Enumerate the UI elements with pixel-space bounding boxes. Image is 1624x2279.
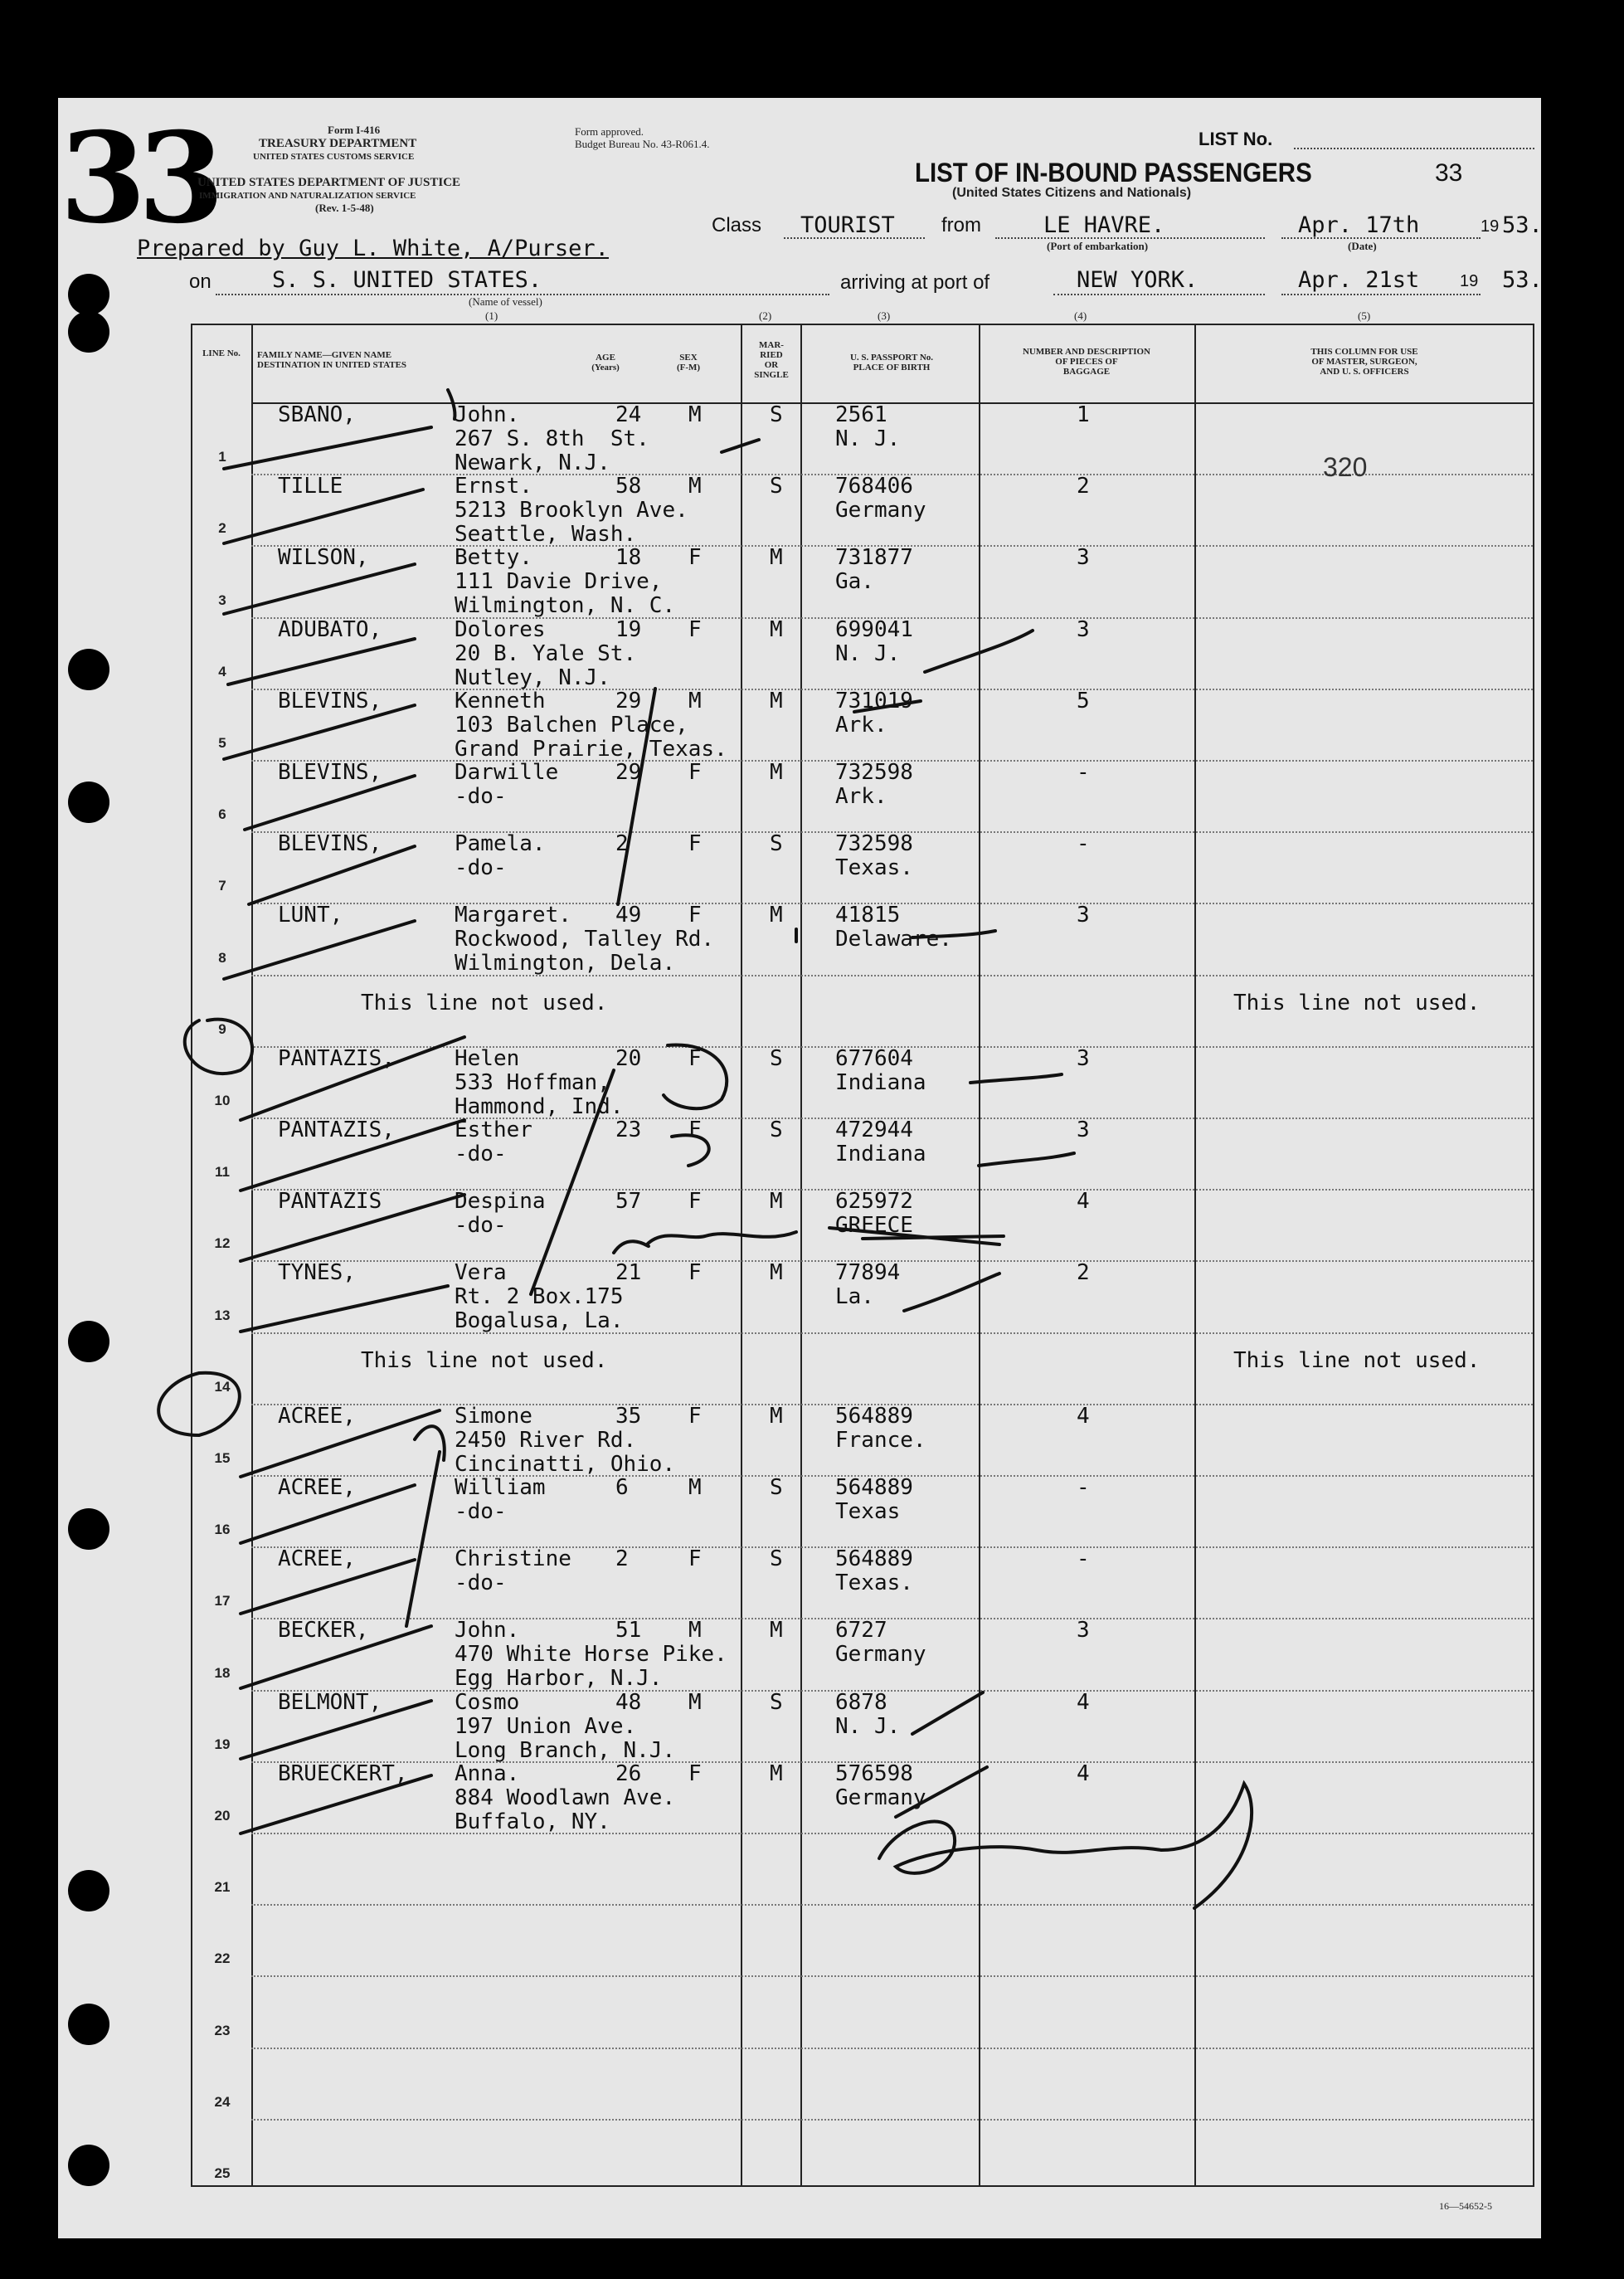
passenger-marital-status: M bbox=[770, 1760, 783, 1786]
passenger-given-name: Vera bbox=[455, 1260, 507, 1286]
binder-hole bbox=[68, 1508, 109, 1550]
passenger-sex: M bbox=[688, 474, 702, 499]
line-number: 24 bbox=[214, 2093, 231, 2110]
baggage-count: 2 bbox=[1077, 1260, 1090, 1286]
passenger-sex: M bbox=[688, 688, 702, 713]
place-of-birth: GREECE bbox=[835, 1213, 913, 1239]
header-married: MAR- RIED OR SINGLE bbox=[754, 340, 789, 380]
header-officers: THIS COLUMN FOR USE OF MASTER, SURGEON, AND U. S. OFFICERS bbox=[1310, 347, 1418, 377]
destination-address-2: Egg Harbor, N.J. bbox=[455, 1666, 663, 1692]
passenger-family-name: TILLE bbox=[278, 474, 343, 499]
class-label: Class bbox=[712, 214, 762, 236]
place-of-birth: Texas bbox=[835, 1499, 901, 1524]
line-number: 1 bbox=[218, 449, 226, 465]
list-number-value: 33 bbox=[1435, 159, 1463, 187]
passenger-sex: F bbox=[688, 1760, 702, 1786]
passenger-sex: F bbox=[688, 616, 702, 642]
destination-address-1: -do- bbox=[455, 1142, 507, 1166]
col-num-4: (4) bbox=[1074, 309, 1087, 322]
passport-number: 564889 bbox=[835, 1546, 913, 1572]
binder-hole bbox=[68, 274, 109, 315]
line-number: 25 bbox=[214, 2165, 231, 2181]
header-age: AGE (Years) bbox=[591, 353, 620, 373]
passenger-sex: M bbox=[688, 402, 702, 427]
passenger-age: 29 bbox=[615, 688, 642, 713]
baggage-count: 1 bbox=[1077, 402, 1090, 427]
on-label: on bbox=[189, 270, 212, 293]
destination-address-1: 5213 Brooklyn Ave. bbox=[455, 498, 688, 523]
dept-customs: UNITED STATES CUSTOMS SERVICE bbox=[253, 152, 415, 162]
destination-address-2: Grand Prairie, Texas. bbox=[455, 736, 727, 762]
destination-address-1: 103 Balchen Place, bbox=[455, 712, 688, 738]
header-passport: U. S. PASSPORT No. PLACE OF BIRTH bbox=[849, 353, 934, 373]
line-number: 23 bbox=[214, 2022, 231, 2038]
line-number: 19 bbox=[214, 1736, 231, 1752]
passenger-marital-status: M bbox=[770, 760, 783, 785]
page-number-stamp: 33 bbox=[60, 105, 216, 251]
line-number: 21 bbox=[214, 1879, 231, 1896]
passenger-sex: F bbox=[688, 545, 702, 571]
year1-prefix: 19 bbox=[1481, 217, 1500, 236]
baggage-count: - bbox=[1077, 1546, 1090, 1572]
date1-value: Apr. 17th bbox=[1298, 212, 1420, 238]
destination-address-1: -do- bbox=[455, 855, 507, 881]
line-number: 10 bbox=[214, 1093, 231, 1108]
passenger-age: 26 bbox=[615, 1760, 642, 1786]
line-number: 14 bbox=[214, 1378, 231, 1395]
binder-hole bbox=[68, 311, 109, 353]
passport-number: 699041 bbox=[835, 616, 913, 642]
baggage-count: - bbox=[1077, 760, 1090, 785]
line-number: 5 bbox=[218, 735, 226, 751]
passenger-age: 49 bbox=[615, 903, 642, 928]
passenger-sex: F bbox=[688, 1546, 702, 1572]
passenger-marital-status: M bbox=[770, 1618, 783, 1644]
date1-underline bbox=[1281, 237, 1481, 239]
dept-justice: UNITED STATES DEPARTMENT OF JUSTICE bbox=[197, 176, 461, 189]
col-num-3: (3) bbox=[878, 309, 891, 322]
passenger-family-name: BLEVINS, bbox=[278, 760, 382, 785]
destination-address-1: 20 B. Yale St. bbox=[455, 640, 637, 666]
passenger-given-name: Christine bbox=[455, 1546, 571, 1572]
header-divider bbox=[251, 402, 1534, 404]
row-separator bbox=[251, 1690, 1533, 1692]
passenger-sex: M bbox=[688, 1475, 702, 1500]
passenger-marital-status: M bbox=[770, 903, 783, 928]
unused-line-note-officers: This line not used. bbox=[1233, 990, 1481, 1015]
unused-line-note: This line not used. bbox=[361, 1347, 608, 1373]
passenger-marital-status: S bbox=[770, 1118, 783, 1142]
place-of-birth: Germany bbox=[835, 1642, 926, 1668]
passenger-family-name: SBANO, bbox=[278, 402, 356, 427]
destination-address-1: Rt. 2 Box.175 bbox=[455, 1284, 624, 1310]
passenger-marital-status: M bbox=[770, 616, 783, 642]
baggage-count: - bbox=[1077, 1475, 1090, 1500]
col-border bbox=[800, 324, 802, 2187]
passenger-marital-status: S bbox=[770, 1475, 783, 1500]
passenger-given-name: Kenneth bbox=[455, 688, 546, 713]
passport-number: 77894 bbox=[835, 1260, 901, 1286]
year2-value: 53. bbox=[1502, 267, 1543, 293]
col-border bbox=[251, 324, 253, 2187]
passport-number: 41815 bbox=[835, 903, 901, 928]
passenger-sex: F bbox=[688, 1045, 702, 1071]
passenger-given-name: Ernst. bbox=[455, 474, 532, 499]
passenger-given-name: Margaret. bbox=[455, 903, 571, 928]
place-of-birth: Germany bbox=[835, 1785, 926, 1810]
passenger-marital-status: M bbox=[770, 1403, 783, 1429]
col-border bbox=[979, 324, 980, 2187]
destination-address-2: Hammond, Ind. bbox=[455, 1093, 624, 1119]
passenger-marital-status: S bbox=[770, 1045, 783, 1071]
passenger-age: 6 bbox=[615, 1475, 629, 1500]
row-separator bbox=[251, 1618, 1533, 1619]
header-name: FAMILY NAME—GIVEN NAME DESTINATION IN UNITED STATES bbox=[257, 350, 407, 370]
baggage-count: - bbox=[1077, 831, 1090, 857]
passenger-given-name: William bbox=[455, 1475, 546, 1500]
passenger-marital-status: M bbox=[770, 1189, 783, 1215]
list-no-label: LIST No. bbox=[1199, 129, 1273, 149]
passenger-family-name: BELMONT, bbox=[278, 1689, 382, 1715]
passenger-given-name: Esther bbox=[455, 1118, 532, 1142]
form-subtitle: (United States Citizens and Nationals) bbox=[952, 186, 1192, 200]
passenger-family-name: WILSON, bbox=[278, 545, 369, 571]
destination-address-1: -do- bbox=[455, 1499, 507, 1524]
line-number: 17 bbox=[214, 1593, 231, 1609]
passenger-given-name: Despina bbox=[455, 1189, 546, 1215]
passenger-age: 21 bbox=[615, 1260, 642, 1286]
passenger-marital-status: S bbox=[770, 1546, 783, 1572]
passenger-sex: F bbox=[688, 1260, 702, 1286]
line-number: 22 bbox=[214, 1950, 231, 1967]
passenger-given-name: Helen bbox=[455, 1045, 520, 1071]
class-value: TOURIST bbox=[800, 212, 895, 238]
form-rev: (Rev. 1-5-48) bbox=[315, 202, 374, 214]
baggage-count: 2 bbox=[1077, 474, 1090, 499]
place-of-birth: France. bbox=[835, 1427, 926, 1453]
destination-address-1: 197 Union Ave. bbox=[455, 1713, 637, 1739]
passenger-given-name: Betty. bbox=[455, 545, 532, 571]
row-separator bbox=[251, 975, 1533, 976]
passenger-family-name: ADUBATO, bbox=[278, 616, 382, 642]
destination-address-1: Rockwood, Talley Rd. bbox=[455, 927, 715, 952]
unused-line-note-officers: This line not used. bbox=[1233, 1347, 1481, 1373]
line-number: 7 bbox=[218, 878, 226, 894]
place-of-birth: N. J. bbox=[835, 640, 901, 666]
destination-address-1: -do- bbox=[455, 784, 507, 809]
annotation-320: 320 bbox=[1323, 452, 1368, 482]
date-caption: (Date) bbox=[1348, 240, 1377, 252]
footer-code: 16—54652-5 bbox=[1439, 2200, 1492, 2212]
passport-number: 677604 bbox=[835, 1045, 913, 1071]
col-num-5: (5) bbox=[1358, 309, 1371, 322]
passenger-family-name: PANTAZIS bbox=[278, 1189, 382, 1215]
passport-number: 6727 bbox=[835, 1618, 887, 1644]
passenger-given-name: Cosmo bbox=[455, 1689, 520, 1715]
passenger-family-name: ACREE, bbox=[278, 1475, 356, 1500]
passenger-family-name: BLEVINS, bbox=[278, 831, 382, 857]
dept-treasury: TREASURY DEPARTMENT bbox=[259, 137, 417, 150]
passenger-family-name: BECKER, bbox=[278, 1618, 369, 1644]
row-separator bbox=[251, 2048, 1533, 2049]
baggage-count: 3 bbox=[1077, 616, 1090, 642]
destination-address-1: 267 S. 8th St. bbox=[455, 426, 649, 451]
passenger-marital-status: S bbox=[770, 1689, 783, 1715]
from-value: LE HAVRE. bbox=[1043, 212, 1165, 238]
passenger-given-name: Simone bbox=[455, 1403, 532, 1429]
place-of-birth: Ark. bbox=[835, 712, 887, 738]
year1-value: 53. bbox=[1502, 212, 1543, 238]
header-line-no: LINE No. bbox=[202, 348, 241, 358]
passport-number: 564889 bbox=[835, 1403, 913, 1429]
col-border bbox=[191, 324, 192, 2187]
baggage-count: 3 bbox=[1077, 1618, 1090, 1644]
line-number: 9 bbox=[218, 1020, 226, 1037]
line-number: 6 bbox=[218, 806, 226, 823]
form-title: LIST OF IN-BOUND PASSENGERS bbox=[915, 158, 1312, 187]
passenger-sex: F bbox=[688, 1403, 702, 1429]
binder-hole bbox=[68, 782, 109, 823]
destination-address-2: Wilmington, N. C. bbox=[455, 593, 676, 619]
destination-address-1: 470 White Horse Pike. bbox=[455, 1642, 727, 1668]
col-border bbox=[1533, 324, 1534, 2187]
col-num-2: (2) bbox=[759, 309, 772, 322]
binder-hole bbox=[68, 1321, 109, 1362]
destination-address-1: 111 Davie Drive, bbox=[455, 569, 663, 595]
passenger-given-name: John. bbox=[455, 1618, 520, 1644]
destination-address-2: Cincinatti, Ohio. bbox=[455, 1451, 676, 1477]
arriving-port: NEW YORK. bbox=[1077, 267, 1199, 293]
col-num-1: (1) bbox=[485, 309, 498, 322]
place-of-birth: Ark. bbox=[835, 784, 887, 809]
passenger-age: 48 bbox=[615, 1689, 642, 1715]
baggage-count: 4 bbox=[1077, 1689, 1090, 1715]
passport-number: 576598 bbox=[835, 1760, 913, 1786]
passport-number: 472944 bbox=[835, 1118, 913, 1142]
line-number: 3 bbox=[218, 592, 226, 608]
date2-value: Apr. 21st bbox=[1298, 267, 1420, 293]
table-bottom-border bbox=[191, 2185, 1534, 2187]
binder-hole bbox=[68, 1870, 109, 1911]
passenger-family-name: ACREE, bbox=[278, 1403, 356, 1429]
passenger-sex: M bbox=[688, 1689, 702, 1715]
passenger-age: 58 bbox=[615, 474, 642, 499]
vessel-caption: (Name of vessel) bbox=[469, 295, 542, 308]
passenger-family-name: TYNES, bbox=[278, 1260, 356, 1286]
table-top-border bbox=[191, 324, 1534, 325]
arriving-label: arriving at port of bbox=[840, 271, 990, 294]
from-label: from bbox=[941, 214, 981, 236]
header-sex: SEX (F-M) bbox=[676, 353, 701, 373]
passenger-given-name: Darwille bbox=[455, 760, 559, 785]
budget-bureau: Budget Bureau No. 43-R061.4. bbox=[575, 138, 710, 150]
passport-number: 2561 bbox=[835, 402, 887, 427]
baggage-count: 4 bbox=[1077, 1403, 1090, 1429]
destination-address-2: Newark, N.J. bbox=[455, 450, 610, 475]
row-separator bbox=[251, 1833, 1533, 1834]
passenger-marital-status: S bbox=[770, 402, 783, 427]
passenger-age: 20 bbox=[615, 1045, 642, 1071]
passenger-family-name: PANTAZIS, bbox=[278, 1045, 395, 1071]
passport-number: 564889 bbox=[835, 1475, 913, 1500]
line-number: 2 bbox=[218, 520, 226, 537]
place-of-birth: Ga. bbox=[835, 569, 874, 595]
destination-address-1: -do- bbox=[455, 1213, 507, 1239]
class-underline bbox=[784, 237, 925, 239]
passport-number: 731019 bbox=[835, 688, 913, 713]
passenger-sex: F bbox=[688, 831, 702, 857]
passenger-age: 19 bbox=[615, 616, 642, 642]
baggage-count: 4 bbox=[1077, 1760, 1090, 1786]
place-of-birth: Indiana bbox=[835, 1142, 926, 1166]
passport-number: 732598 bbox=[835, 760, 913, 785]
passenger-sex: F bbox=[688, 903, 702, 928]
passenger-given-name: Anna. bbox=[455, 1760, 520, 1786]
date2-underline bbox=[1281, 294, 1481, 295]
passenger-given-name: Pamela. bbox=[455, 831, 546, 857]
passenger-marital-status: S bbox=[770, 831, 783, 857]
destination-address-1: 884 Woodlawn Ave. bbox=[455, 1785, 676, 1810]
place-of-birth: Indiana bbox=[835, 1069, 926, 1095]
list-no-line bbox=[1294, 148, 1534, 149]
form-id: Form I-416 bbox=[328, 124, 381, 136]
destination-address-2: Long Branch, N.J. bbox=[455, 1737, 676, 1763]
passport-number: 768406 bbox=[835, 474, 913, 499]
baggage-count: 5 bbox=[1077, 688, 1090, 713]
passenger-sex: F bbox=[688, 760, 702, 785]
form-approved: Form approved. bbox=[575, 125, 644, 138]
passenger-age: 57 bbox=[615, 1189, 642, 1215]
binder-hole bbox=[68, 2145, 109, 2186]
line-number: 4 bbox=[218, 663, 226, 679]
line-number: 12 bbox=[214, 1235, 231, 1252]
line-number: 8 bbox=[218, 949, 226, 966]
passport-number: 625972 bbox=[835, 1189, 913, 1215]
dept-immigration: IMMIGRATION AND NATURALIZATION SERVICE bbox=[199, 191, 416, 201]
baggage-count: 3 bbox=[1077, 903, 1090, 928]
place-of-birth: N. J. bbox=[835, 426, 901, 451]
passenger-family-name: ACREE, bbox=[278, 1546, 356, 1572]
place-of-birth: N. J. bbox=[835, 1713, 901, 1739]
passenger-age: 24 bbox=[615, 402, 642, 427]
passenger-family-name: PANTAZIS, bbox=[278, 1118, 395, 1142]
passenger-marital-status: M bbox=[770, 688, 783, 713]
destination-address-2: Buffalo, NY. bbox=[455, 1809, 610, 1834]
passenger-sex: F bbox=[688, 1118, 702, 1142]
passenger-age: 23 bbox=[615, 1118, 642, 1142]
passenger-sex: M bbox=[688, 1618, 702, 1644]
line-number: 18 bbox=[214, 1664, 231, 1681]
place-of-birth: Texas. bbox=[835, 1570, 913, 1596]
passenger-marital-status: S bbox=[770, 474, 783, 499]
vessel-name: S. S. UNITED STATES. bbox=[272, 267, 542, 293]
col-border bbox=[1194, 324, 1196, 2187]
passenger-given-name: Dolores bbox=[455, 616, 546, 642]
binder-hole bbox=[68, 649, 109, 690]
line-number: 16 bbox=[214, 1522, 231, 1538]
prepared-by: Prepared by Guy L. White, A/Purser. bbox=[137, 236, 609, 261]
passport-number: 732598 bbox=[835, 831, 913, 857]
passenger-age: 35 bbox=[615, 1403, 642, 1429]
destination-address-2: Nutley, N.J. bbox=[455, 665, 610, 690]
port-embark-caption: (Port of embarkation) bbox=[1047, 240, 1149, 252]
passenger-family-name: BRUECKERT, bbox=[278, 1760, 408, 1786]
from-underline bbox=[995, 237, 1265, 239]
col-border bbox=[741, 324, 742, 2187]
passenger-family-name: LUNT, bbox=[278, 903, 343, 928]
destination-address-2: Bogalusa, La. bbox=[455, 1308, 624, 1334]
place-of-birth: Texas. bbox=[835, 855, 913, 881]
place-of-birth: Delaware. bbox=[835, 927, 952, 952]
destination-address-1: -do- bbox=[455, 1570, 507, 1596]
passport-number: 6878 bbox=[835, 1689, 887, 1715]
place-of-birth: Germany bbox=[835, 498, 926, 523]
baggage-count: 3 bbox=[1077, 1118, 1090, 1142]
passenger-age: 2 bbox=[615, 831, 629, 857]
line-number: 15 bbox=[214, 1450, 231, 1466]
passenger-age: 51 bbox=[615, 1618, 642, 1644]
passport-number: 731877 bbox=[835, 545, 913, 571]
passenger-given-name: John. bbox=[455, 402, 520, 427]
passenger-age: 2 bbox=[615, 1546, 629, 1572]
line-number: 11 bbox=[215, 1164, 230, 1181]
binder-hole bbox=[68, 2004, 109, 2045]
destination-address-1: 533 Hoffman, bbox=[455, 1069, 610, 1095]
row-separator bbox=[251, 2119, 1533, 2121]
destination-address-2: Seattle, Wash. bbox=[455, 522, 637, 548]
destination-address-1: 2450 River Rd. bbox=[455, 1427, 637, 1453]
destination-address-2: Wilmington, Dela. bbox=[455, 951, 676, 976]
line-number: 13 bbox=[214, 1307, 231, 1323]
row-separator bbox=[251, 1904, 1533, 1906]
passenger-marital-status: M bbox=[770, 545, 783, 571]
line-number: 20 bbox=[214, 1808, 231, 1824]
arriving-underline bbox=[1053, 294, 1265, 295]
row-separator bbox=[251, 1975, 1533, 1977]
header-baggage: NUMBER AND DESCRIPTION OF PIECES OF BAGGAGE bbox=[1022, 347, 1151, 377]
passenger-age: 29 bbox=[615, 760, 642, 785]
baggage-count: 4 bbox=[1077, 1189, 1090, 1215]
passenger-sex: F bbox=[688, 1189, 702, 1215]
passenger-age: 18 bbox=[615, 545, 642, 571]
place-of-birth: La. bbox=[835, 1284, 874, 1310]
passenger-family-name: BLEVINS, bbox=[278, 688, 382, 713]
baggage-count: 3 bbox=[1077, 545, 1090, 571]
passenger-marital-status: M bbox=[770, 1260, 783, 1286]
baggage-count: 3 bbox=[1077, 1045, 1090, 1071]
unused-line-note: This line not used. bbox=[361, 990, 608, 1015]
year2-prefix: 19 bbox=[1460, 272, 1479, 290]
row-separator bbox=[251, 1332, 1533, 1334]
